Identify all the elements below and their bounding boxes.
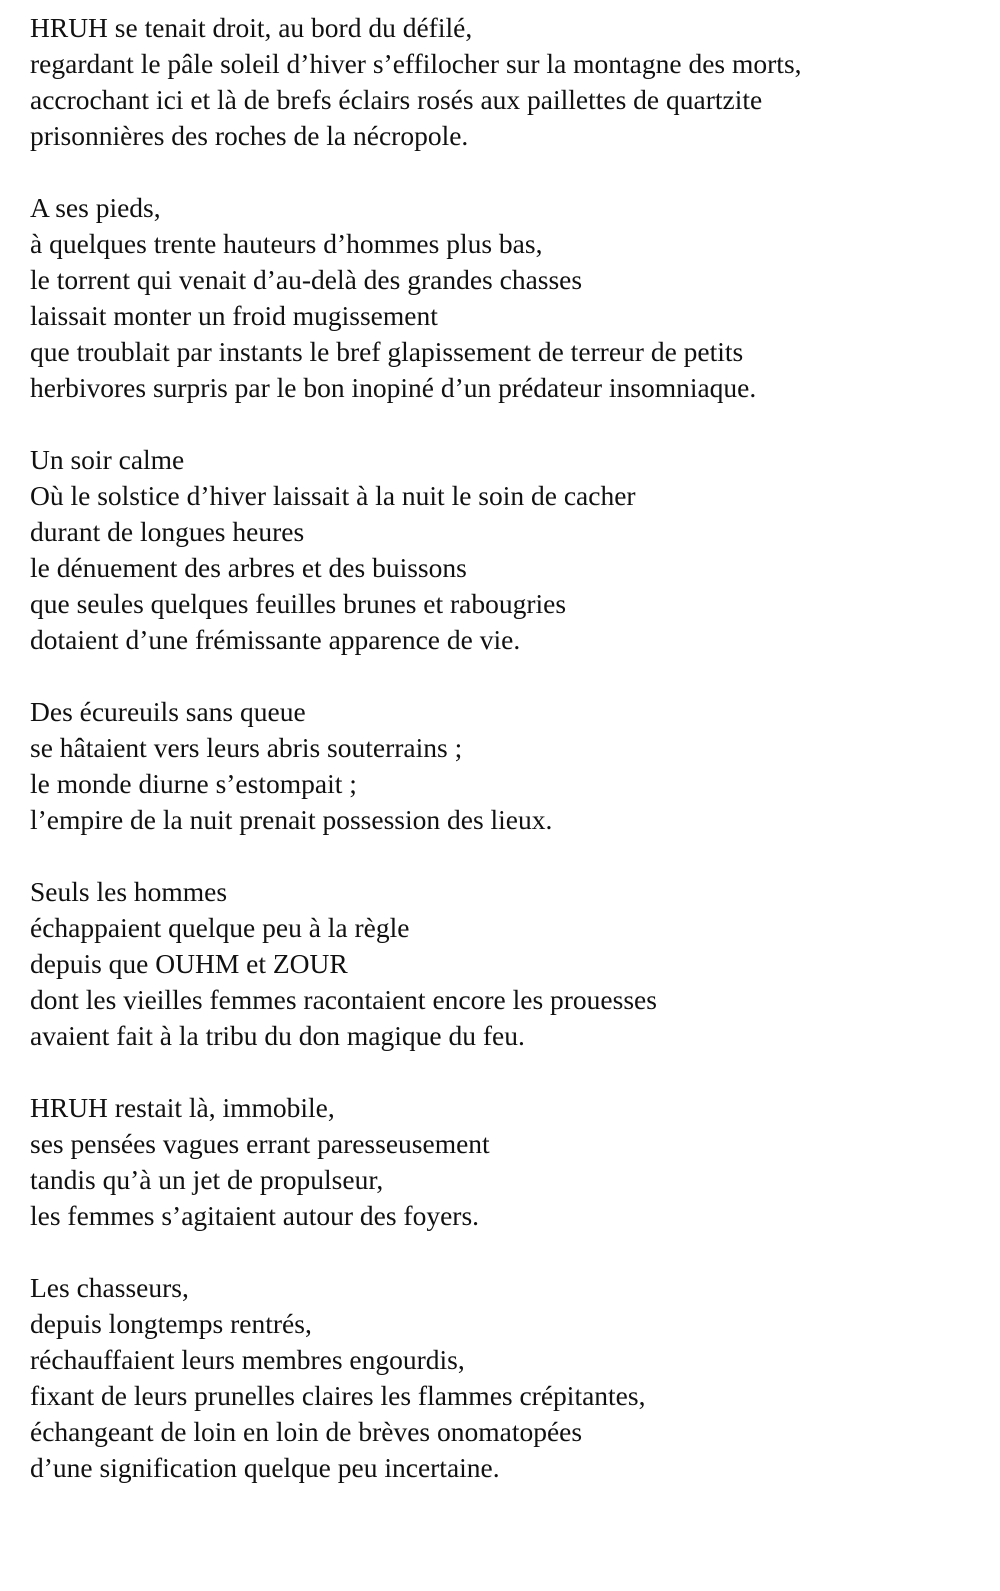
poem-line: Les chasseurs, (30, 1272, 189, 1303)
poem-line: durant de longues heures (30, 516, 305, 547)
stanza-7 (30, 1270, 980, 1486)
poem-line: depuis que OUHM et ZOUR (30, 948, 348, 979)
poem-line: laissait monter un froid mugissement (30, 300, 438, 331)
poem-line: que seules quelques feuilles brunes et rabougries (30, 588, 567, 619)
poem-line: le monde diurne s’estompait ; (30, 768, 357, 799)
poem-line: HRUH restait là, immobile, (30, 1092, 335, 1123)
poem-line: Où le solstice d’hiver laissait à la nuit le soin de cacher (30, 480, 636, 511)
poem-line: le dénuement des arbres et des buissons (30, 552, 467, 583)
poem-line: fixant de leurs prunelles claires les flammes crépitantes, (30, 1380, 646, 1411)
stanza-2 (30, 190, 980, 406)
stanza-3 (30, 442, 980, 658)
poem-line: prisonnières des roches de la nécropole. (30, 120, 469, 151)
poem-line: accrochant ici et là de brefs éclairs rosés aux paillettes de quartzite (30, 84, 763, 115)
poem-line: regardant le pâle soleil d’hiver s’effilocher sur la montagne des morts, (30, 48, 802, 79)
poem-line: depuis longtemps rentrés, (30, 1308, 312, 1339)
poem-line: Des écureuils sans queue (30, 696, 306, 727)
poem-line: Seuls les hommes (30, 876, 228, 907)
poem-line: les femmes s’agitaient autour des foyers. (30, 1200, 480, 1231)
stanza-4 (30, 694, 980, 838)
poem-line: herbivores surpris par le bon inopiné d’un prédateur insomniaque. (30, 372, 757, 403)
poem-line: à quelques trente hauteurs d’hommes plus bas, (30, 228, 543, 259)
poem-line: échappaient quelque peu à la règle (30, 912, 410, 943)
poem-line: l’empire de la nuit prenait possession des lieux. (30, 804, 553, 835)
poem-line: tandis qu’à un jet de propulseur, (30, 1164, 384, 1195)
poem-line: se hâtaient vers leurs abris souterrains ; (30, 732, 463, 763)
poem-line: ses pensées vagues errant paresseusement (30, 1128, 490, 1159)
poem-document (30, 10, 980, 1486)
poem-line: le torrent qui venait d’au-delà des grandes chasses (30, 264, 583, 295)
stanza-6 (30, 1090, 980, 1234)
poem-line: échangeant de loin en loin de brèves onomatopées (30, 1416, 583, 1447)
poem-line: HRUH se tenait droit, au bord du défilé, (30, 12, 473, 43)
poem-line: dotaient d’une frémissante apparence de vie. (30, 624, 521, 655)
poem-line: que troublait par instants le bref glapissement de terreur de petits (30, 336, 744, 367)
poem-line: d’une signification quelque peu incertaine. (30, 1452, 500, 1483)
poem-line: A ses pieds, (30, 192, 161, 223)
poem-line: dont les vieilles femmes racontaient encore les prouesses (30, 984, 657, 1015)
stanza-1 (30, 10, 980, 154)
stanza-5 (30, 874, 980, 1054)
poem-line: avaient fait à la tribu du don magique du feu. (30, 1020, 525, 1051)
poem-line: Un soir calme (30, 444, 185, 475)
poem-line: réchauffaient leurs membres engourdis, (30, 1344, 465, 1375)
